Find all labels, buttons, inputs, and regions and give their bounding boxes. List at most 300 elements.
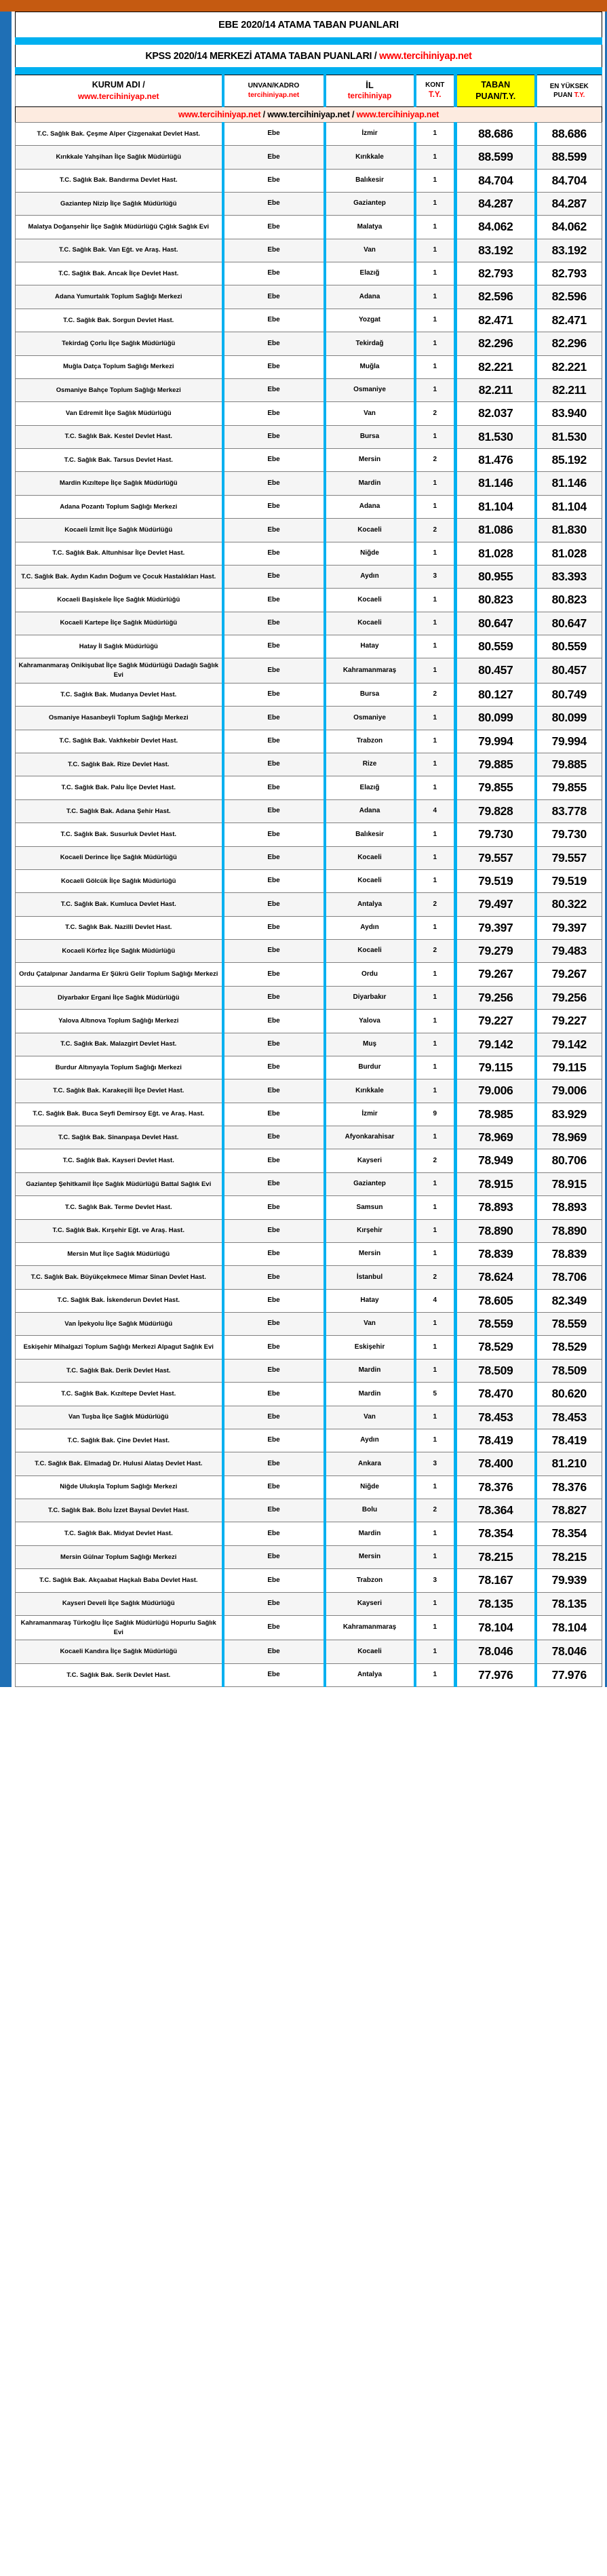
cell-en-yuksek-puan: 78.893: [536, 1196, 602, 1219]
cell-il: Aydın: [325, 1429, 415, 1452]
cell-il: Kocaeli: [325, 589, 415, 612]
cell-en-yuksek-puan: 78.839: [536, 1242, 602, 1265]
cell-kurum-adi: Eskişehir Mihalgazi Toplum Sağlığı Merkezi Alpagut Sağlık Evi: [16, 1336, 223, 1359]
cell-unvan-kadro: Ebe: [223, 216, 325, 239]
cell-kontenjan: 1: [415, 963, 456, 986]
cell-en-yuksek-puan: 80.706: [536, 1149, 602, 1172]
cell-en-yuksek-puan: 79.519: [536, 869, 602, 892]
table-row: [16, 1499, 602, 1522]
enyuksek-header-ty: T.Y.: [574, 91, 585, 99]
cell-kontenjan: 1: [415, 589, 456, 612]
cell-il: Osmaniye: [325, 378, 415, 401]
cell-unvan-kadro: Ebe: [223, 495, 325, 518]
promo-link-1[interactable]: www.tercihiniyap.net: [178, 109, 261, 119]
cell-en-yuksek-puan: 78.509: [536, 1359, 602, 1382]
cell-unvan-kadro: Ebe: [223, 1359, 325, 1382]
cell-kontenjan: 5: [415, 1383, 456, 1406]
cell-kurum-adi: Kayseri Develi İlçe Sağlık Müdürlüğü: [16, 1592, 223, 1615]
cell-kontenjan: 1: [415, 472, 456, 495]
cell-taban-puan: 78.215: [456, 1545, 536, 1568]
cell-kontenjan: 2: [415, 1266, 456, 1289]
cell-kontenjan: 1: [415, 169, 456, 192]
cell-kontenjan: 1: [415, 1056, 456, 1079]
table-row: [16, 1266, 602, 1289]
cell-kurum-adi: T.C. Sağlık Bak. Susurluk Devlet Hast.: [16, 823, 223, 846]
cell-taban-puan: 79.730: [456, 823, 536, 846]
cell-kontenjan: 1: [415, 730, 456, 753]
cell-en-yuksek-puan: 81.830: [536, 519, 602, 542]
cell-en-yuksek-puan: 83.778: [536, 799, 602, 823]
cell-unvan-kadro: Ebe: [223, 1452, 325, 1475]
cell-kurum-adi: T.C. Sağlık Bak. Aydın Kadın Doğum ve Çocuk Hastalıkları Hast.: [16, 565, 223, 588]
cell-unvan-kadro: Ebe: [223, 355, 325, 378]
table-row: [16, 472, 602, 495]
cell-taban-puan: 81.104: [456, 495, 536, 518]
cell-il: Hatay: [325, 635, 415, 658]
cell-kontenjan: 1: [415, 239, 456, 262]
cell-en-yuksek-puan: 79.557: [536, 846, 602, 869]
cell-kurum-adi: Mersin Mut İlçe Sağlık Müdürlüğü: [16, 1242, 223, 1265]
cell-kurum-adi: Diyarbakır Ergani İlçe Sağlık Müdürlüğü: [16, 986, 223, 1009]
cell-unvan-kadro: Ebe: [223, 1313, 325, 1336]
cell-unvan-kadro: Ebe: [223, 963, 325, 986]
table-row: [16, 940, 602, 963]
cell-il: Kocaeli: [325, 612, 415, 635]
cell-unvan-kadro: Ebe: [223, 869, 325, 892]
table-row: [16, 1569, 602, 1592]
cell-kurum-adi: Yalova Altınova Toplum Sağlığı Merkezi: [16, 1010, 223, 1033]
cell-unvan-kadro: Ebe: [223, 940, 325, 963]
table-body: [16, 106, 602, 1686]
cell-il: Ankara: [325, 1452, 415, 1475]
cell-il: Bursa: [325, 683, 415, 706]
top-orange-bar: [0, 0, 607, 12]
cell-taban-puan: 77.976: [456, 1663, 536, 1686]
cell-en-yuksek-puan: 78.559: [536, 1313, 602, 1336]
cell-kontenjan: 1: [415, 1242, 456, 1265]
cell-en-yuksek-puan: 82.471: [536, 309, 602, 332]
table-row: [16, 683, 602, 706]
table-row: [16, 1033, 602, 1056]
subtitle-text: KPSS 2020/14 MERKEZİ ATAMA TABAN PUANLARI /: [145, 51, 380, 62]
cell-en-yuksek-puan: 79.885: [536, 753, 602, 776]
table-row: [16, 146, 602, 169]
cell-unvan-kadro: Ebe: [223, 635, 325, 658]
cell-il: Antalya: [325, 893, 415, 916]
cell-kurum-adi: T.C. Sağlık Bak. Büyükçekmece Mimar Sinan Devlet Hast.: [16, 1266, 223, 1289]
cell-kurum-adi: T.C. Sağlık Bak. Kumluca Devlet Hast.: [16, 893, 223, 916]
cell-kurum-adi: Kırıkkale Yahşihan İlçe Sağlık Müdürlüğü: [16, 146, 223, 169]
cell-kontenjan: 1: [415, 1615, 456, 1640]
cell-taban-puan: 83.192: [456, 239, 536, 262]
cell-taban-puan: 78.605: [456, 1289, 536, 1312]
cell-unvan-kadro: Ebe: [223, 1336, 325, 1359]
table-row: [16, 1359, 602, 1382]
table-row: [16, 1545, 602, 1568]
cell-en-yuksek-puan: 79.256: [536, 986, 602, 1009]
table-row: [16, 1242, 602, 1265]
taban-header-line1: TABAN: [481, 80, 511, 90]
cell-kontenjan: 1: [415, 986, 456, 1009]
cell-il: Kocaeli: [325, 846, 415, 869]
cell-kontenjan: 1: [415, 216, 456, 239]
cell-unvan-kadro: Ebe: [223, 823, 325, 846]
table-row: [16, 495, 602, 518]
cell-kurum-adi: T.C. Sağlık Bak. Karakeçili İlçe Devlet Hast.: [16, 1079, 223, 1103]
cell-unvan-kadro: Ebe: [223, 1266, 325, 1289]
cell-kurum-adi: Van Edremit İlçe Sağlık Müdürlüğü: [16, 402, 223, 425]
cell-en-yuksek-puan: 81.146: [536, 472, 602, 495]
table-row: [16, 823, 602, 846]
cell-taban-puan: 82.793: [456, 262, 536, 285]
unvan-header-line2: tercihiniyap.net: [248, 91, 300, 99]
column-header-il: [325, 75, 415, 107]
cell-kontenjan: 1: [415, 378, 456, 401]
cell-kontenjan: 1: [415, 823, 456, 846]
cell-kurum-adi: T.C. Sağlık Bak. Kestel Devlet Hast.: [16, 425, 223, 448]
cell-il: İstanbul: [325, 1266, 415, 1289]
cell-unvan-kadro: Ebe: [223, 472, 325, 495]
cell-kurum-adi: Burdur Altınyayla Toplum Sağlığı Merkezi: [16, 1056, 223, 1079]
table-row: [16, 635, 602, 658]
cell-kurum-adi: T.C. Sağlık Bak. Serik Devlet Hast.: [16, 1663, 223, 1686]
cell-kontenjan: 2: [415, 1149, 456, 1172]
cell-unvan-kadro: Ebe: [223, 1569, 325, 1592]
table-row: [16, 1172, 602, 1195]
page-title: EBE 2020/14 ATAMA TABAN PUANLARI: [15, 12, 602, 37]
table-row: [16, 1640, 602, 1663]
table-row: [16, 707, 602, 730]
cell-en-yuksek-puan: 79.994: [536, 730, 602, 753]
left-blue-rail: [0, 12, 12, 1687]
cell-unvan-kadro: Ebe: [223, 846, 325, 869]
cell-unvan-kadro: Ebe: [223, 1033, 325, 1056]
cell-kurum-adi: Gaziantep Nizip İlçe Sağlık Müdürlüğü: [16, 192, 223, 215]
cell-taban-puan: 78.354: [456, 1522, 536, 1545]
cell-kurum-adi: T.C. Sağlık Bak. Kırşehir Eğt. ve Araş. Hast.: [16, 1219, 223, 1242]
cell-il: Kırıkkale: [325, 146, 415, 169]
cell-taban-puan: 78.915: [456, 1172, 536, 1195]
cell-il: İzmir: [325, 1103, 415, 1126]
cell-unvan-kadro: Ebe: [223, 1149, 325, 1172]
cell-il: Kahramanmaraş: [325, 658, 415, 683]
cell-il: Osmaniye: [325, 707, 415, 730]
cell-taban-puan: 79.115: [456, 1056, 536, 1079]
cell-kurum-adi: T.C. Sağlık Bak. Çine Devlet Hast.: [16, 1429, 223, 1452]
table-row: [16, 1475, 602, 1499]
cell-kurum-adi: T.C. Sağlık Bak. Terme Devlet Hast.: [16, 1196, 223, 1219]
cell-il: Mardin: [325, 1522, 415, 1545]
cell-kurum-adi: T.C. Sağlık Bak. Nazilli Devlet Hast.: [16, 916, 223, 939]
cell-kontenjan: 1: [415, 1475, 456, 1499]
promo-link-3[interactable]: www.tercihiniyap.net: [356, 109, 439, 119]
cell-il: Van: [325, 1313, 415, 1336]
cell-taban-puan: 80.559: [456, 635, 536, 658]
cell-en-yuksek-puan: 79.115: [536, 1056, 602, 1079]
cell-unvan-kadro: Ebe: [223, 169, 325, 192]
cell-kurum-adi: Gaziantep Şehitkamil İlçe Sağlık Müdürlüğü Battal Sağlık Evi: [16, 1172, 223, 1195]
cell-kurum-adi: T.C. Sağlık Bak. Rize Devlet Hast.: [16, 753, 223, 776]
cell-il: Kocaeli: [325, 519, 415, 542]
subtitle-link[interactable]: www.tercihiniyap.net: [379, 51, 472, 62]
cell-taban-puan: 82.037: [456, 402, 536, 425]
cell-unvan-kadro: Ebe: [223, 753, 325, 776]
cell-kontenjan: 1: [415, 1336, 456, 1359]
table-row: [16, 565, 602, 588]
cell-kurum-adi: T.C. Sağlık Bak. Arıcak İlçe Devlet Hast.: [16, 262, 223, 285]
cell-taban-puan: 78.400: [456, 1452, 536, 1475]
cell-kurum-adi: Muğla Datça Toplum Sağlığı Merkezi: [16, 355, 223, 378]
cell-taban-puan: 84.062: [456, 216, 536, 239]
cell-il: Tekirdağ: [325, 332, 415, 355]
promo-banner-row: [16, 106, 602, 122]
table-row: [16, 332, 602, 355]
cell-en-yuksek-puan: 83.940: [536, 402, 602, 425]
cell-en-yuksek-puan: 84.287: [536, 192, 602, 215]
cell-kontenjan: 1: [415, 1172, 456, 1195]
cell-taban-puan: 78.453: [456, 1406, 536, 1429]
cell-kurum-adi: T.C. Sağlık Bak. Malazgirt Devlet Hast.: [16, 1033, 223, 1056]
table-row: [16, 753, 602, 776]
cell-il: Mardin: [325, 472, 415, 495]
cell-unvan-kadro: Ebe: [223, 1103, 325, 1126]
cell-kurum-adi: T.C. Sağlık Bak. Bandırma Devlet Hast.: [16, 169, 223, 192]
cell-en-yuksek-puan: 83.192: [536, 239, 602, 262]
cell-il: Trabzon: [325, 730, 415, 753]
cell-kontenjan: 3: [415, 1452, 456, 1475]
table-row: [16, 192, 602, 215]
column-header-kontenjan: [415, 75, 456, 107]
table-row: [16, 730, 602, 753]
table-row: [16, 449, 602, 472]
cell-unvan-kadro: Ebe: [223, 519, 325, 542]
cell-il: Niğde: [325, 542, 415, 565]
cell-en-yuksek-puan: 82.793: [536, 262, 602, 285]
cell-unvan-kadro: Ebe: [223, 1429, 325, 1452]
cell-kurum-adi: T.C. Sağlık Bak. Derik Devlet Hast.: [16, 1359, 223, 1382]
table-row: [16, 1663, 602, 1686]
cell-unvan-kadro: Ebe: [223, 425, 325, 448]
cell-en-yuksek-puan: 78.453: [536, 1406, 602, 1429]
cell-unvan-kadro: Ebe: [223, 146, 325, 169]
cell-en-yuksek-puan: 79.397: [536, 916, 602, 939]
cell-unvan-kadro: Ebe: [223, 1126, 325, 1149]
cell-kontenjan: 1: [415, 1663, 456, 1686]
taban-puanlari-table: [15, 75, 602, 1687]
cell-taban-puan: 80.647: [456, 612, 536, 635]
cell-il: Balıkesir: [325, 823, 415, 846]
cell-taban-puan: 82.221: [456, 355, 536, 378]
cell-il: Mersin: [325, 449, 415, 472]
table-row: [16, 963, 602, 986]
cell-taban-puan: 80.457: [456, 658, 536, 683]
cell-unvan-kadro: Ebe: [223, 1383, 325, 1406]
cell-en-yuksek-puan: 82.221: [536, 355, 602, 378]
cell-kontenjan: 3: [415, 1569, 456, 1592]
cell-kontenjan: 2: [415, 402, 456, 425]
table-row: [16, 239, 602, 262]
cell-kontenjan: 1: [415, 916, 456, 939]
enyuksek-header-line1: EN YÜKSEK: [549, 82, 589, 90]
cell-taban-puan: 79.519: [456, 869, 536, 892]
cell-il: Adana: [325, 495, 415, 518]
table-row: [16, 1452, 602, 1475]
cell-kontenjan: 1: [415, 869, 456, 892]
cell-kontenjan: 1: [415, 425, 456, 448]
cell-unvan-kadro: Ebe: [223, 262, 325, 285]
promo-link-2[interactable]: www.tercihiniyap.net: [267, 109, 350, 119]
cell-unvan-kadro: Ebe: [223, 309, 325, 332]
cell-kurum-adi: T.C. Sağlık Bak. Kayseri Devlet Hast.: [16, 1149, 223, 1172]
cell-taban-puan: 78.509: [456, 1359, 536, 1382]
cell-kurum-adi: Kocaeli Körfez İlçe Sağlık Müdürlüğü: [16, 940, 223, 963]
table-row: [16, 169, 602, 192]
cell-unvan-kadro: Ebe: [223, 1406, 325, 1429]
cell-kurum-adi: T.C. Sağlık Bak. Mudanya Devlet Hast.: [16, 683, 223, 706]
cell-kurum-adi: T.C. Sağlık Bak. Tarsus Devlet Hast.: [16, 449, 223, 472]
cell-en-yuksek-puan: 84.062: [536, 216, 602, 239]
table-row: [16, 869, 602, 892]
cell-taban-puan: 88.686: [456, 122, 536, 145]
cell-en-yuksek-puan: 82.296: [536, 332, 602, 355]
cell-en-yuksek-puan: 79.142: [536, 1033, 602, 1056]
cell-kurum-adi: Kocaeli Başiskele İlçe Sağlık Müdürlüğü: [16, 589, 223, 612]
cell-il: Balıkesir: [325, 169, 415, 192]
cell-kontenjan: 2: [415, 940, 456, 963]
promo-sep-1: /: [260, 109, 268, 119]
cell-taban-puan: 80.823: [456, 589, 536, 612]
cell-kurum-adi: Ordu Çatalpınar Jandarma Er Şükrü Gelir Toplum Sağlığı Merkezi: [16, 963, 223, 986]
cell-kurum-adi: Mersin Gülnar Toplum Sağlığı Merkezi: [16, 1545, 223, 1568]
cyan-divider-top: [15, 37, 602, 45]
table-row: [16, 846, 602, 869]
cell-unvan-kadro: Ebe: [223, 799, 325, 823]
cell-en-yuksek-puan: 88.599: [536, 146, 602, 169]
cell-il: Aydın: [325, 565, 415, 588]
cell-taban-puan: 80.955: [456, 565, 536, 588]
cell-il: Kahramanmaraş: [325, 1615, 415, 1640]
cell-unvan-kadro: Ebe: [223, 542, 325, 565]
cell-unvan-kadro: Ebe: [223, 565, 325, 588]
cell-kurum-adi: Hatay İl Sağlık Müdürlüğü: [16, 635, 223, 658]
unvan-header-line1: UNVAN/KADRO: [248, 82, 300, 90]
table-row: [16, 1592, 602, 1615]
cell-unvan-kadro: Ebe: [223, 1522, 325, 1545]
table-row: [16, 425, 602, 448]
cell-kontenjan: 1: [415, 1640, 456, 1663]
cell-kurum-adi: Adana Pozantı Toplum Sağlığı Merkezi: [16, 495, 223, 518]
cell-il: Kırıkkale: [325, 1079, 415, 1103]
cell-il: Adana: [325, 799, 415, 823]
cell-taban-puan: 82.596: [456, 285, 536, 309]
table-row: [16, 1406, 602, 1429]
cell-en-yuksek-puan: 81.028: [536, 542, 602, 565]
cell-kontenjan: 1: [415, 1079, 456, 1103]
table-row: [16, 986, 602, 1009]
cell-il: Kayseri: [325, 1592, 415, 1615]
cell-kurum-adi: T.C. Sağlık Bak. Sorgun Devlet Hast.: [16, 309, 223, 332]
table-row: [16, 658, 602, 683]
cell-il: Kocaeli: [325, 869, 415, 892]
cell-kurum-adi: Osmaniye Bahçe Toplum Sağlığı Merkezi: [16, 378, 223, 401]
cell-il: Elazığ: [325, 776, 415, 799]
cell-kontenjan: 1: [415, 776, 456, 799]
cell-unvan-kadro: Ebe: [223, 1010, 325, 1033]
cell-unvan-kadro: Ebe: [223, 916, 325, 939]
cell-unvan-kadro: Ebe: [223, 707, 325, 730]
cell-kurum-adi: T.C. Sağlık Bak. Sinanpaşa Devlet Hast.: [16, 1126, 223, 1149]
table-row: [16, 916, 602, 939]
promo-banner-cell[interactable]: [16, 106, 602, 122]
cell-en-yuksek-puan: 80.620: [536, 1383, 602, 1406]
table-header: [16, 75, 602, 107]
cell-taban-puan: 78.890: [456, 1219, 536, 1242]
cell-en-yuksek-puan: 78.827: [536, 1499, 602, 1522]
cell-unvan-kadro: Ebe: [223, 122, 325, 145]
table-row: [16, 1149, 602, 1172]
column-header-en-yuksek-puan: [536, 75, 602, 107]
cell-il: Kocaeli: [325, 940, 415, 963]
cell-taban-puan: 84.287: [456, 192, 536, 215]
cell-unvan-kadro: Ebe: [223, 1499, 325, 1522]
cell-unvan-kadro: Ebe: [223, 776, 325, 799]
cell-unvan-kadro: Ebe: [223, 239, 325, 262]
cell-unvan-kadro: Ebe: [223, 612, 325, 635]
cell-il: Malatya: [325, 216, 415, 239]
cell-taban-puan: 78.985: [456, 1103, 536, 1126]
content-column: [12, 12, 605, 1687]
cell-en-yuksek-puan: 81.530: [536, 425, 602, 448]
cell-il: Trabzon: [325, 1569, 415, 1592]
cell-taban-puan: 79.006: [456, 1079, 536, 1103]
cell-kurum-adi: Kocaeli Gölcük İlçe Sağlık Müdürlüğü: [16, 869, 223, 892]
cell-kontenjan: 1: [415, 1429, 456, 1452]
cell-unvan-kadro: Ebe: [223, 893, 325, 916]
cell-kurum-adi: T.C. Sağlık Bak. Midyat Devlet Hast.: [16, 1522, 223, 1545]
cell-en-yuksek-puan: 78.915: [536, 1172, 602, 1195]
cell-unvan-kadro: Ebe: [223, 1640, 325, 1663]
enyuksek-header-line2: [539, 91, 601, 100]
cell-taban-puan: 78.364: [456, 1499, 536, 1522]
cell-taban-puan: 78.376: [456, 1475, 536, 1499]
table-row: [16, 1196, 602, 1219]
cell-kurum-adi: Mardin Kızıltepe İlçe Sağlık Müdürlüğü: [16, 472, 223, 495]
cell-kontenjan: 1: [415, 285, 456, 309]
cell-en-yuksek-puan: 88.686: [536, 122, 602, 145]
cell-il: Antalya: [325, 1663, 415, 1686]
cell-kurum-adi: Osmaniye Hasanbeyli Toplum Sağlığı Merkezi: [16, 707, 223, 730]
cell-taban-puan: 79.557: [456, 846, 536, 869]
column-header-unvan-kadro: [223, 75, 325, 107]
cell-kontenjan: 1: [415, 1033, 456, 1056]
cell-kontenjan: 1: [415, 612, 456, 635]
cell-il: Afyonkarahisar: [325, 1126, 415, 1149]
cell-en-yuksek-puan: 78.419: [536, 1429, 602, 1452]
cell-en-yuksek-puan: 80.322: [536, 893, 602, 916]
cell-unvan-kadro: Ebe: [223, 986, 325, 1009]
cell-en-yuksek-puan: 78.135: [536, 1592, 602, 1615]
promo-sep-2: /: [349, 109, 357, 119]
cell-il: Rize: [325, 753, 415, 776]
cell-kontenjan: 1: [415, 1406, 456, 1429]
cell-kontenjan: 1: [415, 1359, 456, 1382]
cell-en-yuksek-puan: 79.855: [536, 776, 602, 799]
cell-en-yuksek-puan: 78.890: [536, 1219, 602, 1242]
cell-taban-puan: 79.142: [456, 1033, 536, 1056]
cell-il: Gaziantep: [325, 1172, 415, 1195]
cell-il: Bolu: [325, 1499, 415, 1522]
cell-kontenjan: 1: [415, 495, 456, 518]
